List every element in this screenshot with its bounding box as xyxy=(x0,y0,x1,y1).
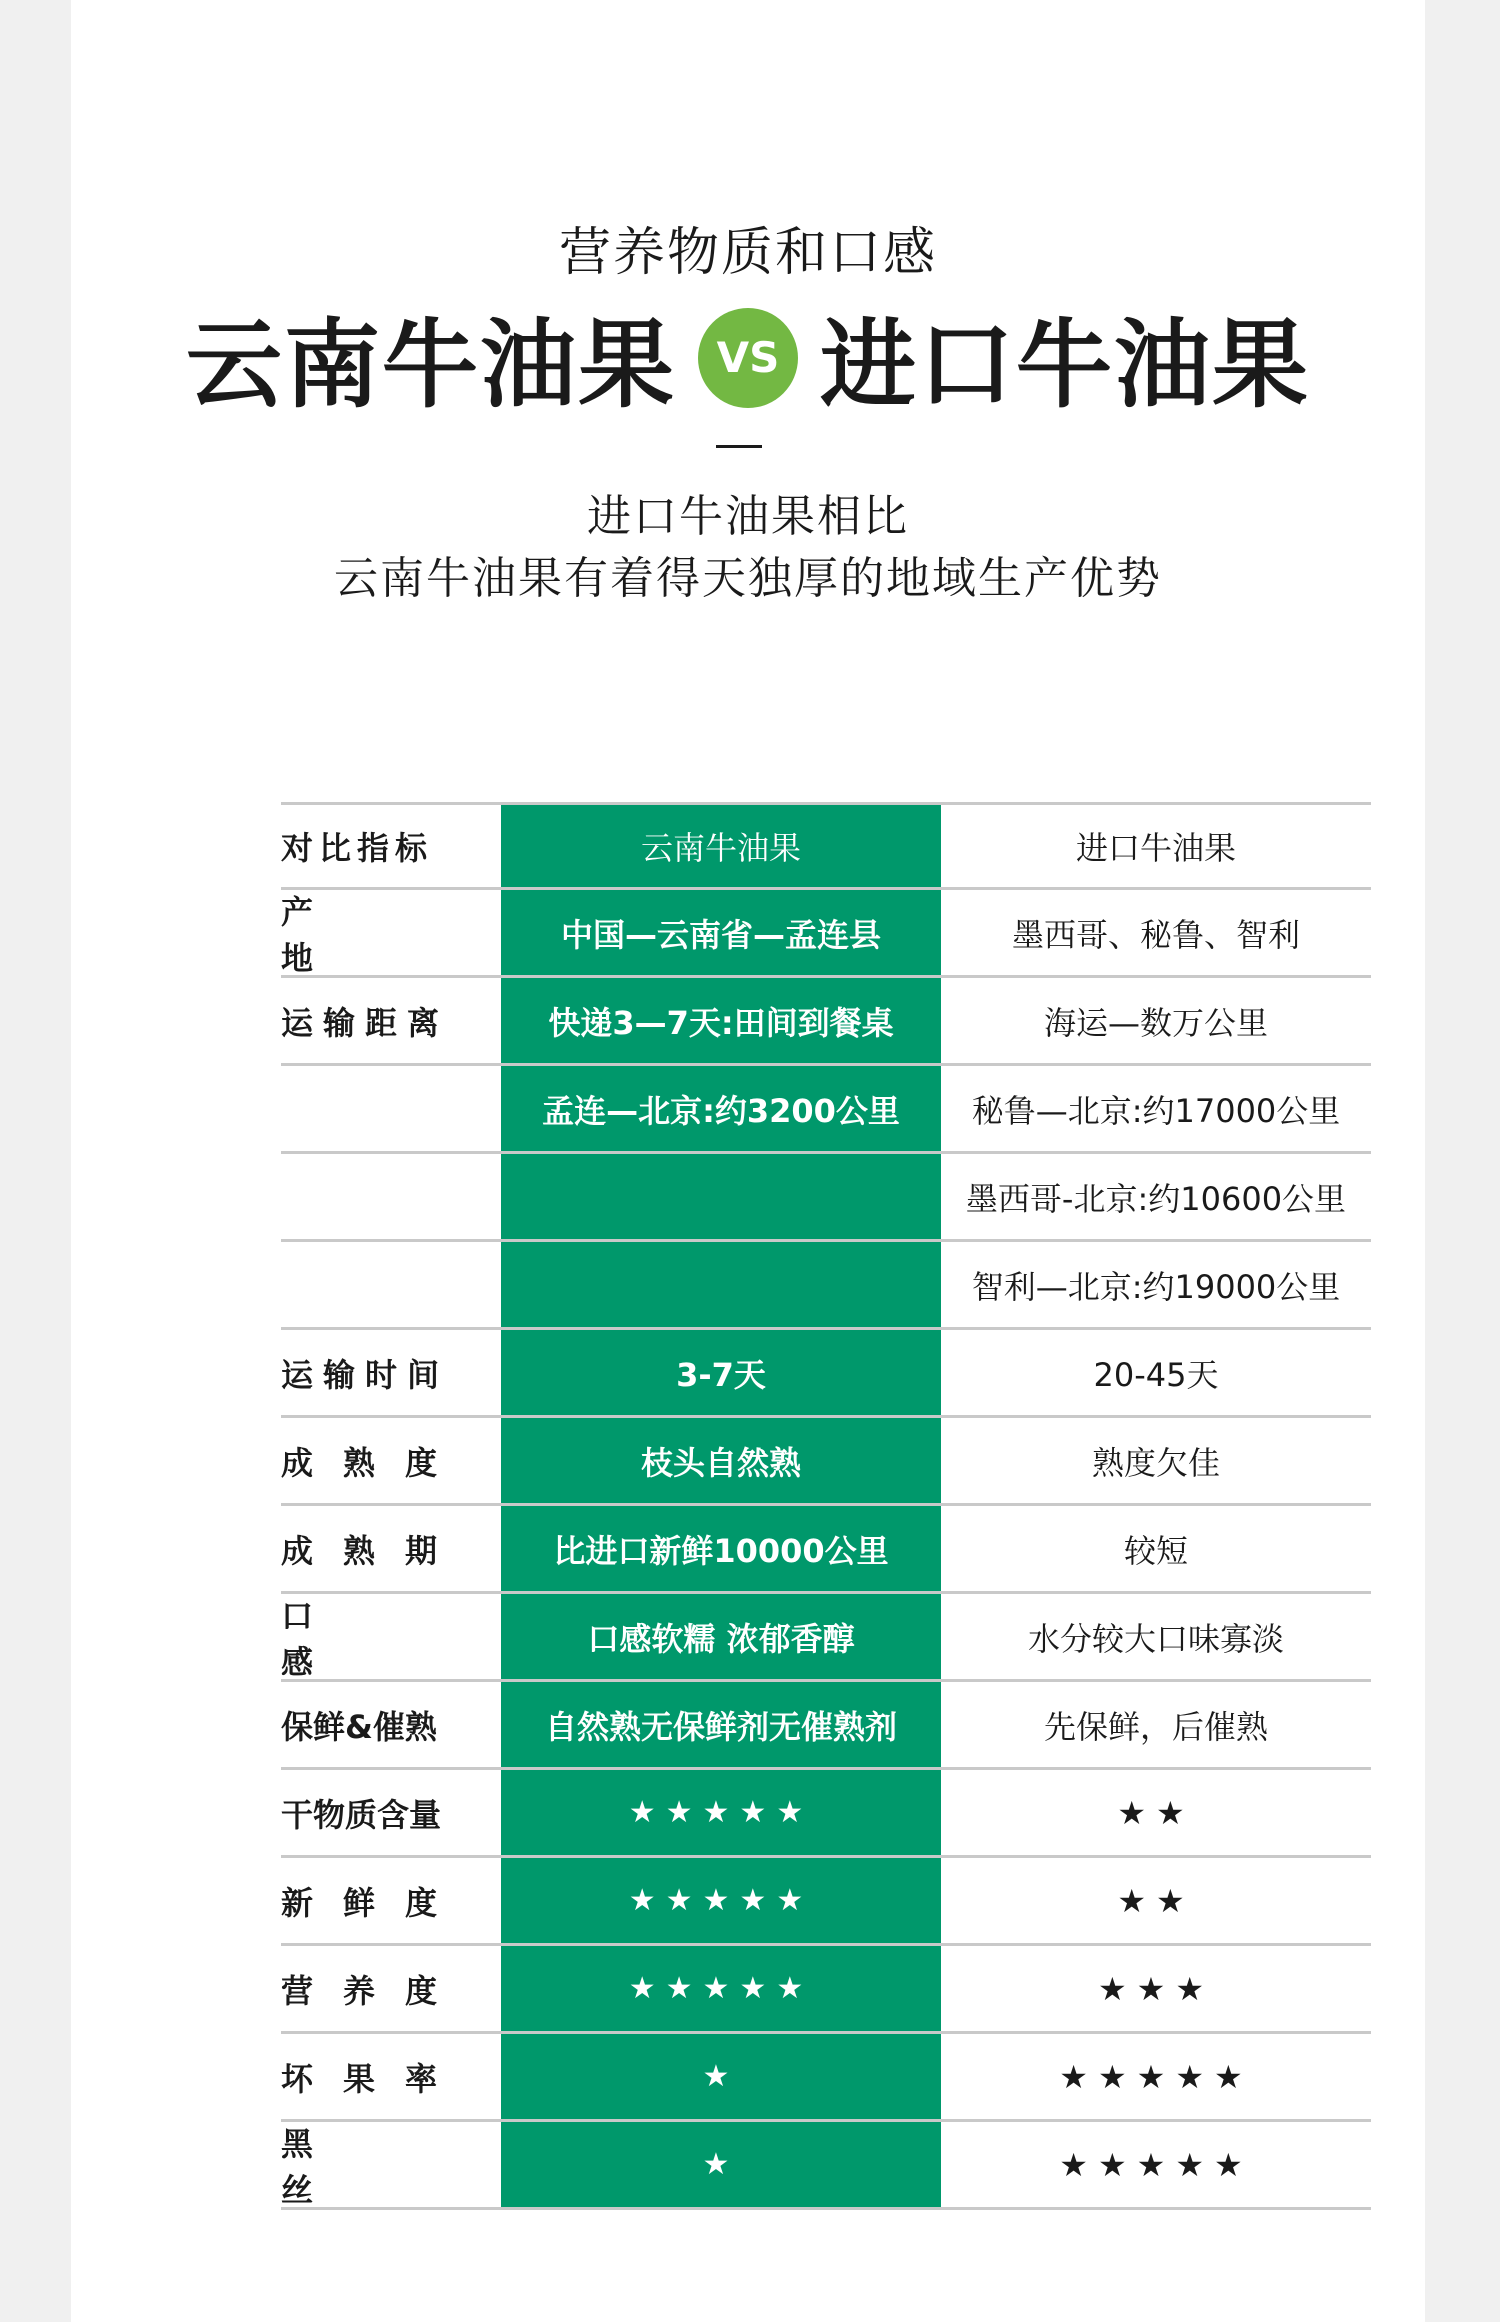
left-product-name: 云南牛油果 xyxy=(186,309,676,421)
yunnan-rating-stars: ★★★★★ xyxy=(628,1971,814,2006)
yunnan-cell: 孟连—北京:约3200公里 xyxy=(501,1066,941,1151)
yunnan-cell: 自然熟无保鲜剂无催熟剂 xyxy=(501,1682,941,1767)
yunnan-rating-stars: ★★★★★ xyxy=(628,1883,814,1918)
table-row xyxy=(281,1242,1371,1330)
yunnan-rating-stars: ★★★★★ xyxy=(628,1795,814,1830)
row-label-text: 成熟期 xyxy=(281,1531,468,1570)
headline xyxy=(71,300,1425,421)
divider-dash xyxy=(716,445,762,448)
row-label-text: 新鲜度 xyxy=(281,1883,468,1922)
yunnan-rating-stars: ★ xyxy=(702,2059,740,2094)
yunnan-cell: 中国—云南省—孟连县 xyxy=(501,890,941,975)
imported-rating-stars: ★★★ xyxy=(1097,1969,1215,2008)
imported-cell: 熟度欠佳 xyxy=(1091,1443,1220,1482)
row-label-text: 产地 xyxy=(281,892,406,977)
imported-rating-stars: ★★ xyxy=(1117,1881,1195,1920)
table-row xyxy=(281,1682,1371,1770)
yunnan-cell: 比进口新鲜10000公里 xyxy=(501,1506,941,1591)
table-row xyxy=(281,1770,1371,1858)
imported-cell: 较短 xyxy=(1123,1531,1188,1570)
table-row xyxy=(281,2122,1371,2210)
header-imported-cell: 进口牛油果 xyxy=(1075,829,1236,867)
row-label-text: 营养度 xyxy=(281,1971,468,2010)
table-row xyxy=(281,1418,1371,1506)
table-row xyxy=(281,1858,1371,1946)
yunnan-cell: 3-7天 xyxy=(501,1330,941,1415)
header-label-cell xyxy=(281,805,501,887)
imported-cell: 秘鲁—北京:约17000公里 xyxy=(971,1091,1341,1130)
subtitle: 营养物质和口感 xyxy=(558,223,937,283)
row-label-text: 坏果率 xyxy=(281,2059,468,2098)
imported-cell: 海运—数万公里 xyxy=(1043,1003,1268,1042)
table-header-row xyxy=(281,802,1371,890)
table-row xyxy=(281,1330,1371,1418)
right-product-name: 进口牛油果 xyxy=(820,309,1310,421)
imported-rating-stars: ★★★★★ xyxy=(1059,2057,1253,2096)
comparison-card xyxy=(71,0,1425,2322)
table-row xyxy=(281,890,1371,978)
imported-cell: 水分较大口味寡淡 xyxy=(1027,1619,1284,1658)
row-label-text: 保鲜&催熟 xyxy=(281,1707,437,1746)
table-row xyxy=(281,1066,1371,1154)
yunnan-rating-stars: ★ xyxy=(702,2147,740,2182)
table-row xyxy=(281,978,1371,1066)
header-yunnan-cell: 云南牛油果 xyxy=(501,805,941,887)
yunnan-cell: 枝头自然熟 xyxy=(501,1418,941,1503)
table-row xyxy=(281,1154,1371,1242)
yunnan-cell: 快递3—7天:田间到餐桌 xyxy=(501,978,941,1063)
tagline-line-1: 进口牛油果相比 xyxy=(587,491,909,542)
imported-rating-stars: ★★ xyxy=(1117,1793,1195,1832)
imported-rating-stars: ★★★★★ xyxy=(1059,2145,1253,2184)
yunnan-cell xyxy=(501,1242,941,1327)
table-row xyxy=(281,1506,1371,1594)
row-label-text: 成熟度 xyxy=(281,1443,468,1482)
row-label-text: 口感 xyxy=(281,1596,406,1681)
imported-cell: 20-45天 xyxy=(1093,1355,1219,1394)
comparison-table xyxy=(281,802,1371,2210)
row-label xyxy=(281,887,443,979)
row-label-text: 干物质含量 xyxy=(281,1795,442,1834)
table-row xyxy=(281,1594,1371,1682)
table-row xyxy=(281,1946,1371,2034)
yunnan-cell: 口感软糯 浓郁香醇 xyxy=(501,1594,941,1679)
yunnan-cell xyxy=(501,1154,941,1239)
table-row xyxy=(281,2034,1371,2122)
header-label: 对比指标 xyxy=(281,829,434,867)
imported-cell: 墨西哥-北京:约10600公里 xyxy=(965,1179,1347,1218)
row-label-text: 黑丝 xyxy=(281,2124,406,2209)
imported-cell: 智利—北京:约19000公里 xyxy=(971,1267,1341,1306)
tagline-line-2: 云南牛油果有着得天独厚的地域生产优势 xyxy=(334,553,1162,604)
row-label-text: 运输距离 xyxy=(281,1003,450,1042)
row-label-text: 运输时间 xyxy=(281,1355,450,1394)
vs-badge: VS xyxy=(698,308,798,408)
imported-cell: 墨西哥、秘鲁、智利 xyxy=(1011,915,1300,954)
imported-cell: 先保鲜，后催熟 xyxy=(1043,1707,1268,1746)
